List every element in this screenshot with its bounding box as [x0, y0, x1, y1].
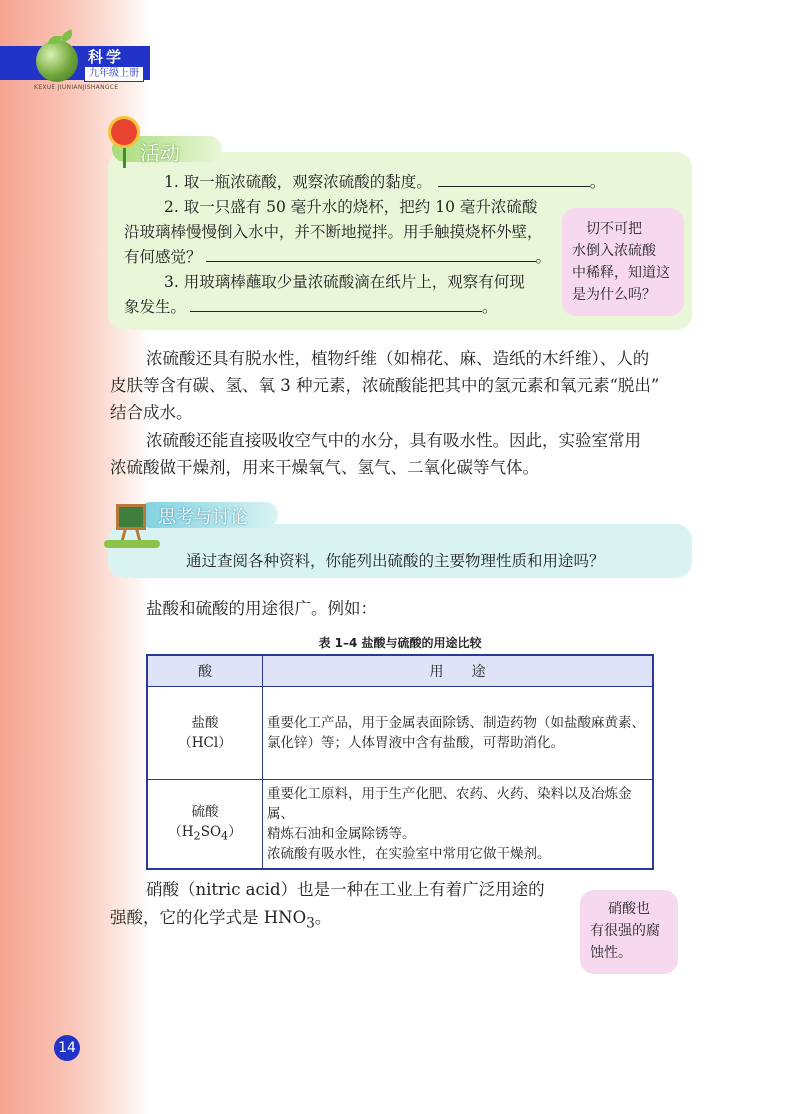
paragraph-line: 结合成水。 [110, 403, 193, 422]
globe-logo-icon [36, 40, 78, 82]
acid-name-cell [147, 687, 263, 780]
step-2-text: 有何感觉？ [124, 248, 202, 266]
step-1-text: 1. 取一瓶浓硫酸，观察浓硫酸的黏度。 [164, 173, 432, 191]
table-header-row [147, 655, 653, 687]
activity-step-2-line-3 [124, 245, 551, 270]
table-intro: 盐酸和硫酸的用途很广。例如： [146, 599, 377, 618]
note-line: 是为什么吗？ [572, 287, 656, 303]
table-caption: 表 1–4 盐酸与硫酸的用途比较 [318, 636, 482, 650]
use-line: 浓硫酸有吸水性，在实验室中常用它做干燥剂。 [267, 846, 551, 862]
activity-step-3-line-1: 3. 用玻璃棒蘸取少量浓硫酸滴在纸片上，观察有何现 [164, 273, 525, 291]
acid-formula [149, 822, 261, 847]
note-line: 硝酸也 [608, 901, 650, 917]
acid-use-cell [263, 687, 654, 780]
think-discuss-question: 通过查阅各种资料，你能列出硫酸的主要物理性质和用途吗？ [186, 552, 605, 570]
activity-step-1 [164, 170, 605, 195]
nitric-text: 强酸，它的化学式是 HNO [110, 908, 307, 927]
acid-formula: （HCl） [178, 735, 232, 751]
paragraph-dehydration [146, 345, 649, 372]
acid-name: 盐酸 [191, 715, 219, 731]
formula-part: ） [228, 823, 242, 840]
grade-label: 九年级上册 [84, 66, 144, 82]
note-line: 蚀性。 [590, 945, 632, 961]
table-row [147, 780, 653, 870]
formula-subscript: 3 [306, 915, 315, 932]
acid-use-cell [263, 780, 654, 870]
subject-title: 科学 [88, 48, 125, 66]
note-line: 切不可把 [586, 221, 642, 237]
step-1-end: 。 [589, 173, 606, 191]
paragraph-line: 皮肤等含有碳、氢、氧 3 种元素，浓硫酸能把其中的氢元素和氧元素“脱出” [110, 376, 660, 395]
blackboard-icon [112, 504, 150, 544]
formula-part: SO [200, 823, 222, 840]
nitric-text-end: 。 [314, 908, 332, 927]
use-line: 氯化锌）等；人体胃液中含有盐酸，可帮助消化。 [267, 735, 564, 751]
series-pinyin: KEXUE JIUNIANJISHANGCE [34, 84, 119, 91]
use-line: 重要化工产品，用于金属表面除锈、制造药物（如盐酸麻黄素、 [267, 715, 645, 731]
formula-subscript: 2 [193, 829, 201, 843]
note-line: 有很强的腐 [590, 923, 660, 939]
note-line: 水倒入浓硫酸 [572, 243, 656, 259]
activity-step-2-line-2: 沿玻璃棒慢慢倒入水中，并不断地搅拌。用手触摸烧杯外壁， [124, 223, 543, 241]
activity-title: 活动 [140, 141, 180, 165]
note-line: 中稀释，知道这 [572, 265, 670, 281]
step-2-end: 。 [535, 248, 552, 266]
margin-note-corrosive [580, 890, 678, 974]
margin-note-dilution-warning [562, 208, 684, 316]
paragraph-nitric-acid: 硝酸（nitric acid）也是一种在工业上有着广泛用途的 [146, 880, 545, 899]
paragraph-line: 浓硫酸还具有脱水性，植物纤维（如棉花、麻、造纸的木纤维）、人的 [146, 349, 650, 368]
paragraph-absorption-cont: 浓硫酸做干燥剂，用来干燥氧气、氢气、二氧化碳等气体。 [110, 458, 539, 477]
paragraph-absorption: 浓硫酸还能直接吸收空气中的水分，具有吸水性。因此，实验室常用 [146, 431, 641, 450]
paragraph-nitric-acid-cont [110, 904, 331, 937]
table-row [147, 687, 653, 780]
step-3-text: 象发生。 [124, 298, 187, 316]
use-line: 重要化工原料，用于生产化肥、农药、火药、染料以及冶炼金属、 [267, 786, 632, 822]
page-number: 14 [54, 1035, 80, 1061]
formula-part: （H [168, 823, 194, 840]
acid-name-cell [147, 780, 263, 870]
think-discuss-title: 思考与讨论 [158, 507, 248, 528]
activity-step-3-line-2 [124, 295, 498, 320]
use-line: 精炼石油和金属除锈等。 [267, 826, 416, 842]
paragraph-dehydration-cont [110, 372, 659, 426]
activity-step-2-line-1: 2. 取一只盛有 50 毫升水的烧杯，把约 10 毫升浓硫酸 [164, 198, 538, 216]
acid-uses-table [146, 654, 654, 870]
step-3-end: 。 [482, 298, 498, 316]
answer-line [206, 260, 536, 262]
grass-decoration [104, 540, 160, 548]
flower-icon [104, 116, 144, 166]
answer-line [190, 310, 482, 312]
column-header-acid: 酸 [147, 655, 263, 687]
acid-name: 硫酸 [191, 803, 219, 820]
answer-line [438, 185, 590, 187]
column-header-use: 用 途 [263, 655, 654, 687]
formula-subscript: 4 [221, 829, 229, 843]
